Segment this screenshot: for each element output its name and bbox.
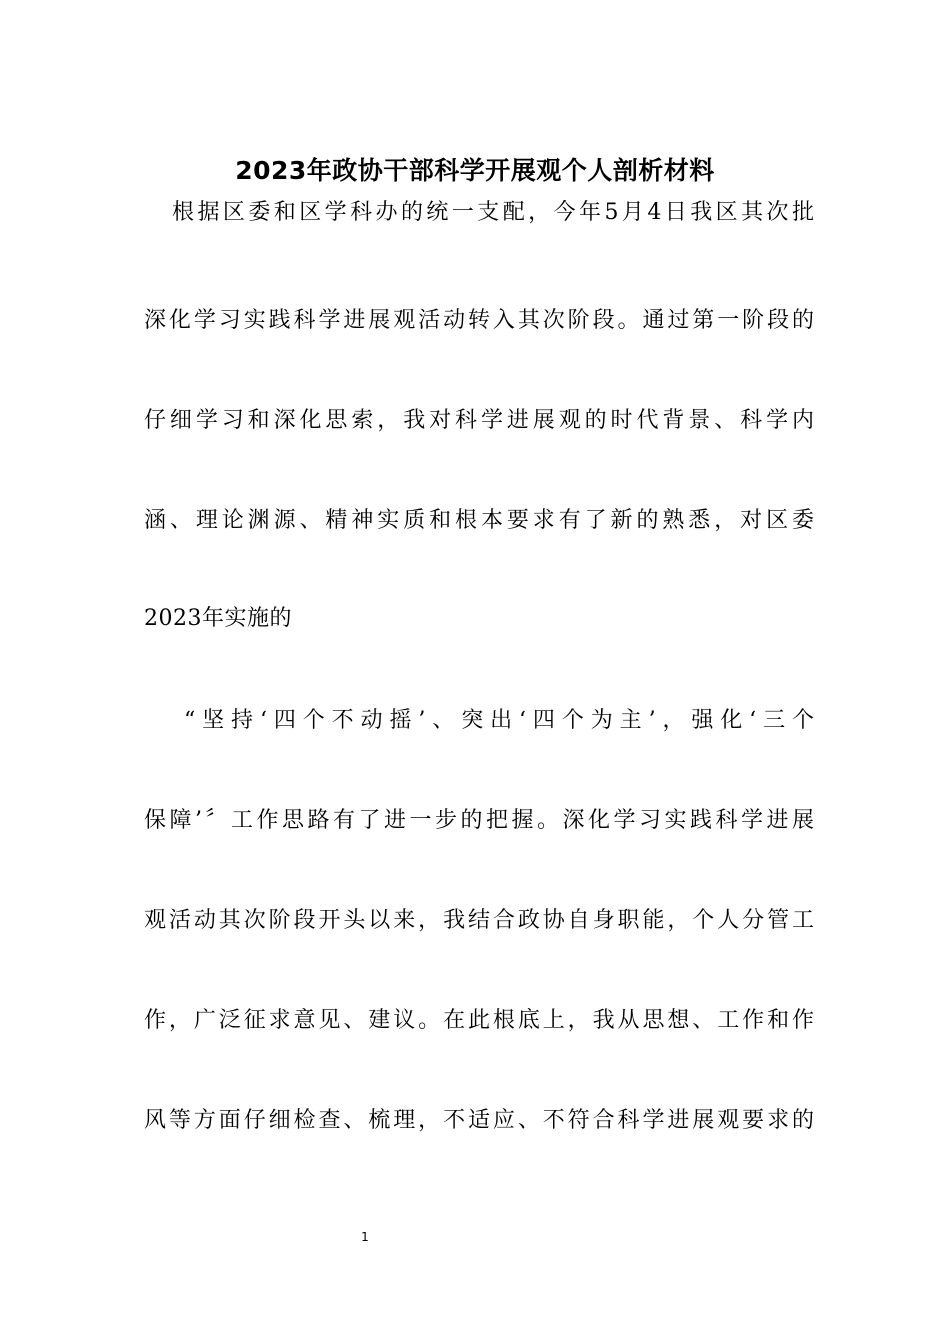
paragraph-line: 深化学习实践科学进展观活动转入其次阶段。通过第一阶段的 (144, 308, 814, 333)
paragraph-line: “坚持‘四个不动摇’、突出‘四个为主’，强化‘三个 (184, 708, 814, 733)
paragraph-line: 根据区委和区学科办的统一支配，今年5月4日我区其次批 (172, 200, 814, 225)
paragraph-line: 风等方面仔细检查、梳理，不适应、不符合科学进展观要求的 (144, 1108, 814, 1133)
paragraph-line: 涵、理论渊源、精神实质和根本要求有了新的熟悉，对区委 (144, 508, 814, 533)
paragraph-line: 观活动其次阶段开头以来，我结合政协自身职能，个人分管工 (144, 908, 814, 933)
document-title: 2023年政协干部科学开展观个人剖析材料 (235, 155, 715, 185)
paragraph-line: 2023年实施的 (144, 606, 292, 631)
page-number: 1 (361, 1230, 369, 1244)
paragraph-line: 作，广泛征求意见、建议。在此根底上，我从思想、工作和作 (144, 1008, 814, 1033)
paragraph-line: 保障’〞工作思路有了进一步的把握。深化学习实践科学进展 (144, 808, 814, 833)
paragraph-line: 仔细学习和深化思索，我对科学进展观的时代背景、科学内 (144, 408, 814, 433)
